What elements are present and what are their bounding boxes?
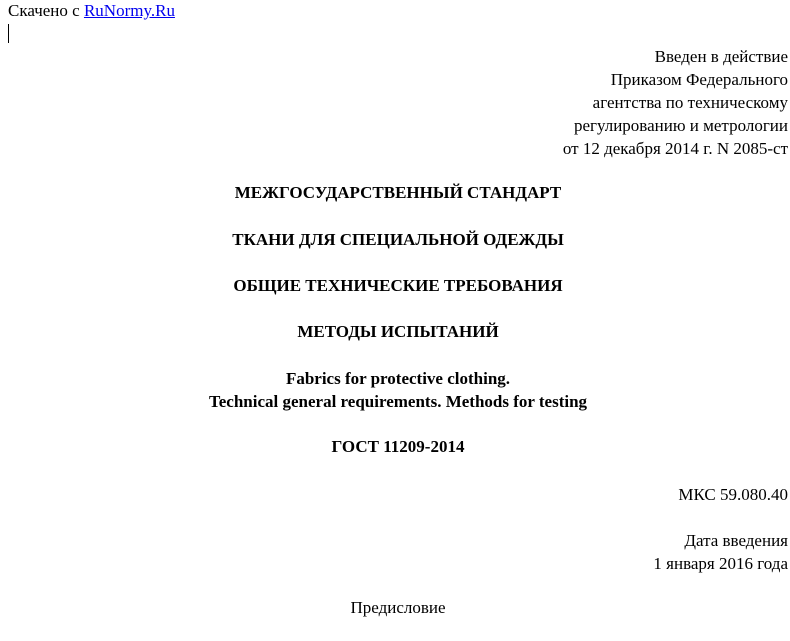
- document-subtitle-methods: МЕТОДЫ ИСПЫТАНИЙ: [297, 322, 499, 341]
- introduction-date-label: Дата введения: [684, 531, 788, 550]
- english-title-line-2: Technical general requirements. Methods for testing: [208, 392, 588, 411]
- introduced-line: от 12 декабря 2014 г. N 2085-ст: [562, 139, 788, 158]
- introduced-line: регулированию и метрологии: [573, 116, 788, 135]
- introduction-date-block: [653, 529, 788, 575]
- text-cursor: [8, 24, 9, 43]
- introduced-line: Приказом Федерального: [610, 70, 788, 89]
- document-title: ТКАНИ ДЛЯ СПЕЦИАЛЬНОЙ ОДЕЖДЫ: [232, 230, 564, 249]
- foreword-heading: Предисловие: [350, 598, 446, 617]
- standard-number: ГОСТ 11209-2014: [331, 437, 465, 456]
- introduced-line: Введен в действие: [654, 47, 788, 66]
- english-title-line-1: Fabrics for protective clothing.: [285, 369, 511, 388]
- mks-code: [678, 483, 788, 506]
- mks-code-text: МКС 59.080.40: [678, 485, 788, 504]
- interstate-standard-heading: МЕЖГОСУДАРСТВЕННЫЙ СТАНДАРТ: [234, 183, 562, 202]
- source-prefix: Скачено с: [8, 1, 84, 20]
- introduced-line: агентства по техническому: [592, 93, 788, 112]
- introduced-by-block: [563, 45, 788, 160]
- source-line: [8, 0, 175, 22]
- introduction-date-value: 1 января 2016 года: [653, 554, 788, 573]
- source-link[interactable]: RuNormy.Ru: [83, 1, 175, 20]
- document-subtitle-requirements: ОБЩИЕ ТЕХНИЧЕСКИЕ ТРЕБОВАНИЯ: [233, 276, 563, 295]
